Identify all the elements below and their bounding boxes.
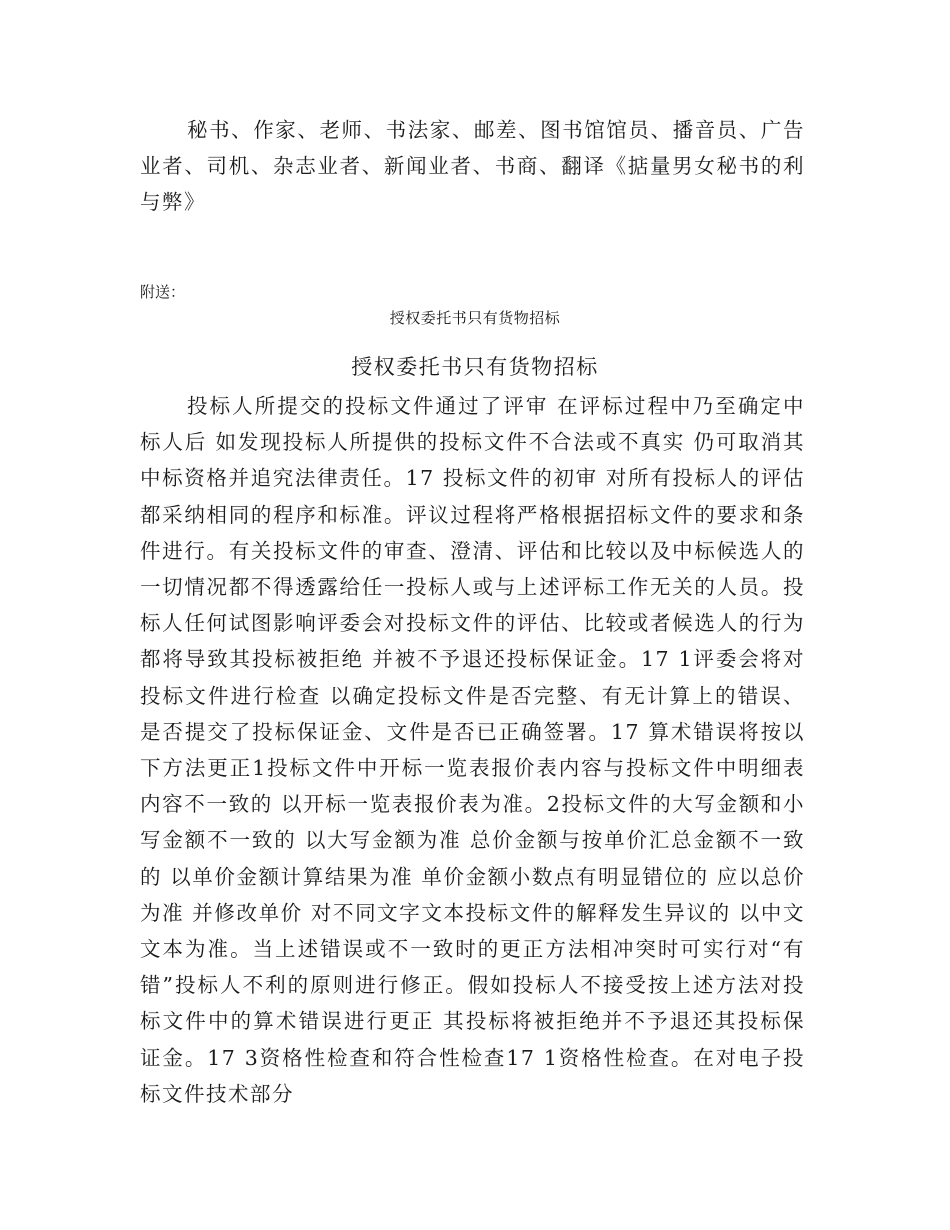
body-paragraph: 投标人所提交的投标文件通过了评审 在评标过程中乃至确定中标人后 如发现投标人所提供的投标文件不合法或不真实 仍可取消其中标资格并追究法律责任。17 投标文件的初审 对所有投标人的评估 都采纳相同的程序和标准。评议过程将严格根据招标文件的要求和条件进行。有关投标文件的审查、澄清、评估和比较以及中标候选人的一切情况都不得透露给任一投标人或与上述评标工作无关的人员。投标人任何试图影响评委会对投标文件的评估、比较或者候选人的行为 都将导致其投标被拒绝 并被不予退还投标保证金。17 1评委会将对投标文件进行检查 以确定投标文件是否完整、有无计算上的错误、是否提交了投标保证金、文件是否已正确签署。17 算术错误将按以下方法更正1投标文件中开标一览表报价表内容与投标文件中明细表内容不一致的 以开标一览表报价表为准。2投标文件的大写金额和小写金额不一致的 以大写金额为准 总价金额与按单价汇总金额不一致的 以单价金额计算结果为准 单价金额小数点有明显错位的 应以总价为准 并修改单价 对不同文字文本投标文件的解释发生异议的 以中文文本为准。当上述错误或不一致时的更正方法相冲突时可实行对“有错”投标人不利的原则进行修正。假如投标人不接受按上述方法对投标文件中的算术错误进行更正 其投标将被拒绝并不予退还其投标保证金。17 3资格性检查和符合性检查17 1资格性检查。在对电子投标文件技术部分 — [140, 394, 805, 1106]
document-title: 授权委托书只有货物招标 — [351, 355, 599, 379]
attachment-small-title: 授权委托书只有货物招标 — [389, 309, 561, 327]
attachment-label: 附送： — [140, 283, 186, 301]
intro-paragraph: 秘书、作家、老师、书法家、邮差、图书馆馆员、播音员、广告业者、司机、杂志业者、新闻业者、书商、翻译《掂量男女秘书的利与弊》 — [140, 118, 805, 214]
